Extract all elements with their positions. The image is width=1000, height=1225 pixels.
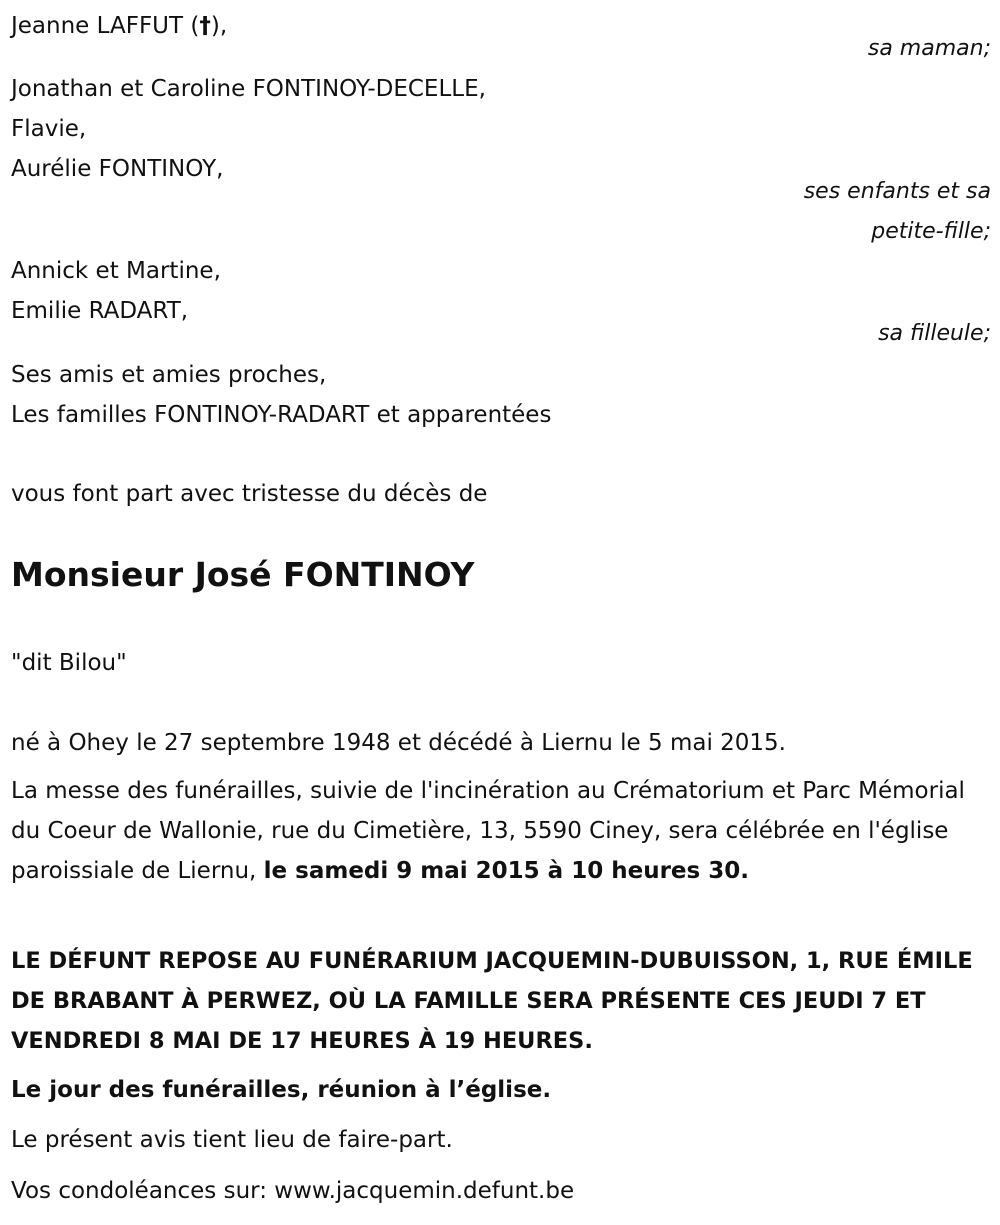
child-line: Aurélie FONTINOY, [11, 156, 224, 182]
ceremony-text: La messe des funérailles, suivie de l'incinération au Crématorium et Parc Mémorial du Coeur de Wallonie, rue du Cimetière, 13, 5590 Ciney, sera célébrée en l'église paroissiale de Liernu, [11, 778, 965, 884]
relative-line: Annick et Martine, [11, 258, 221, 284]
ceremony-date: le samedi 9 mai 2015 à 10 heures 30. [263, 858, 749, 884]
mother-line: Jeanne LAFFUT (†), [11, 13, 228, 39]
announcement-text: vous font part avec tristesse du décès de [11, 481, 488, 507]
friends-line: Ses amis et amies proches, [11, 362, 327, 388]
meeting-text: Le jour des funérailles, réunion à l’église. [11, 1077, 552, 1103]
role-goddaughter: sa filleule; [878, 321, 991, 346]
visitation-paragraph: LE DÉFUNT REPOSE AU FUNÉRARIUM JACQUEMIN-DUBUISSON, 1, RUE ÉMILE DE BRABANT À PERWEZ, OÙ LA FAMILLE SERA PRÉSENTE CES JEUDI 7 ET VENDREDI 8 MAI DE 17 HEURES À 19 HEURES. [11, 948, 973, 1054]
cross-icon: † [199, 13, 211, 39]
deceased-name: Monsieur José FONTINOY [11, 555, 475, 594]
ceremony-paragraph [11, 771, 986, 891]
role-mother: sa maman; [867, 36, 991, 61]
condolences-text: Vos condoléances sur: www.jacquemin.defunt.be [11, 1178, 575, 1204]
role-granddaughter: petite-fille; [871, 219, 991, 244]
birth-death-text: né à Ohey le 27 septembre 1948 et décédé à Liernu le 5 mai 2015. [11, 730, 786, 756]
child-line: Jonathan et Caroline FONTINOY-DECELLE, [11, 76, 486, 102]
nickname: "dit Bilou" [11, 650, 127, 676]
child-line: Flavie, [11, 116, 87, 142]
mother-name: Jeanne LAFFUT [11, 13, 184, 39]
friends-line: Les familles FONTINOY-RADART et apparentées [11, 402, 552, 428]
role-children: ses enfants et sa [803, 179, 991, 204]
relative-line: Emilie RADART, [11, 298, 189, 324]
notice-text: Le présent avis tient lieu de faire-part. [11, 1127, 453, 1153]
